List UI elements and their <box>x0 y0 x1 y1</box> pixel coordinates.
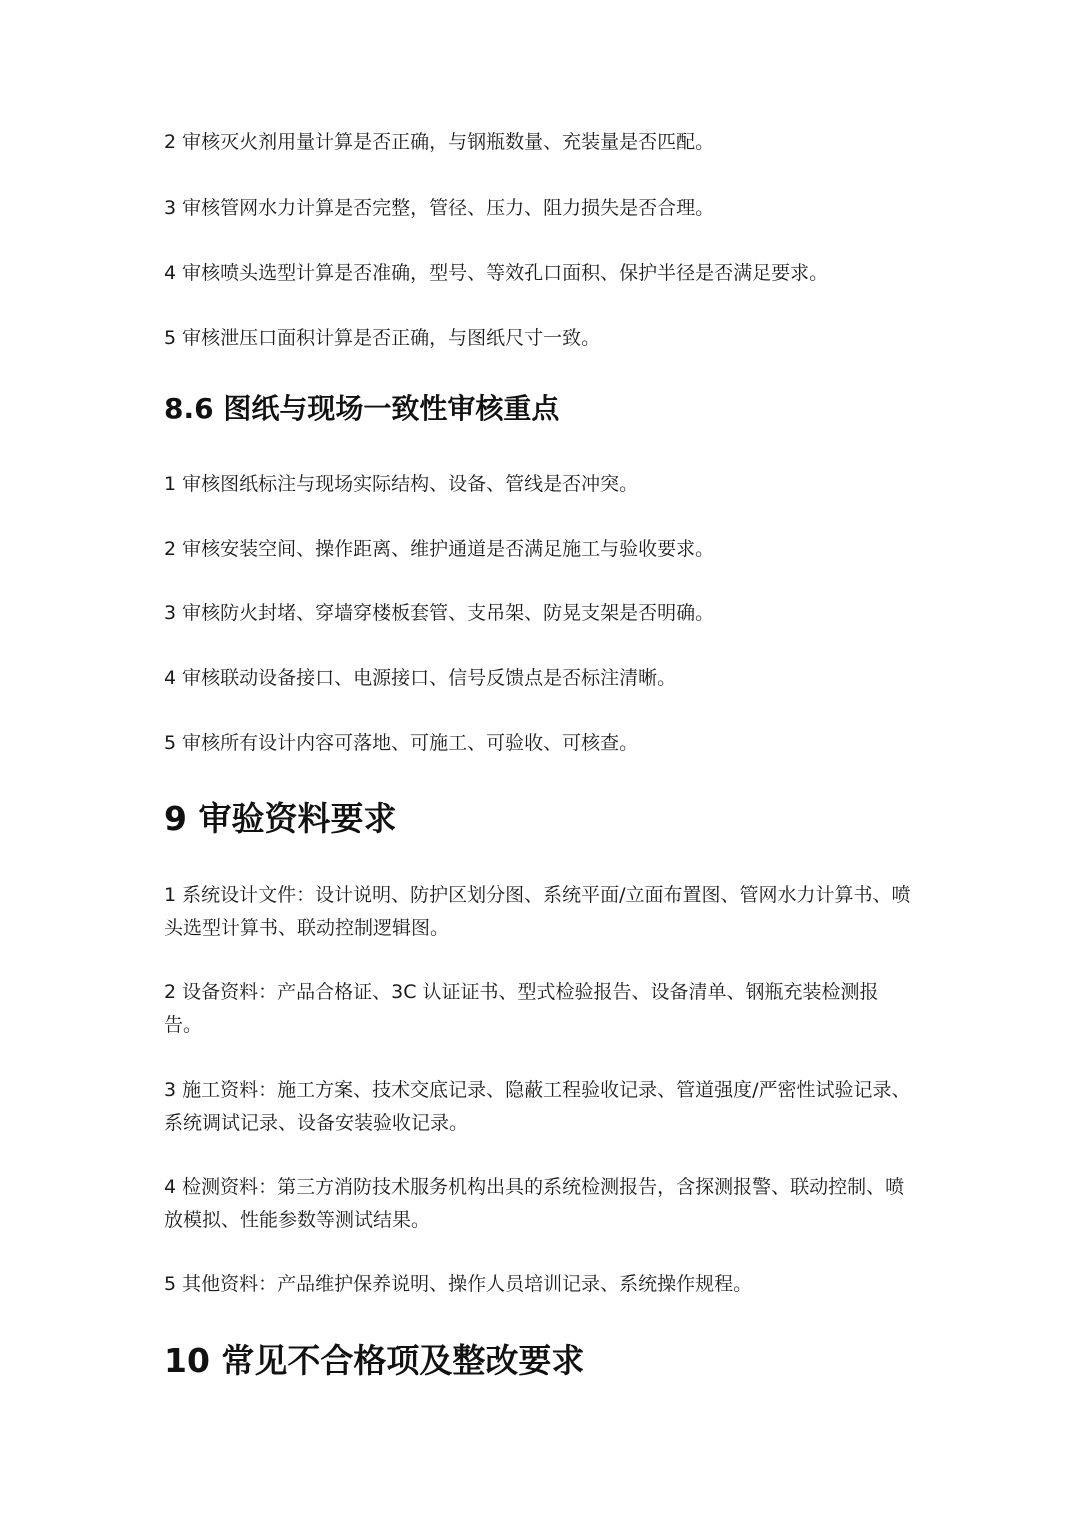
paragraph-8-6-item-3: 3 审核防火封堵、穿墙穿楼板套管、支吊架、防晃支架是否明确。 <box>164 602 715 624</box>
paragraph-8-6-item-2: 2 审核安装空间、操作距离、维护通道是否满足施工与验收要求。 <box>164 538 715 560</box>
paragraph-8-5-item-5: 5 审核泄压口面积计算是否正确，与图纸尺寸一致。 <box>164 327 601 349</box>
paragraph-9-item-4: 4 检测资料：第三方消防技术服务机构出具的系统检测报告，含探测报警、联动控制、喷放模拟、性能参数等测试结果。 <box>164 1176 905 1231</box>
paragraph-8-6-item-4: 4 审核联动设备接口、电源接口、信号反馈点是否标注清晰。 <box>164 667 677 689</box>
paragraph-8-5-item-3: 3 审核管网水力计算是否完整，管径、压力、阻力损失是否合理。 <box>164 197 715 219</box>
paragraph-9-item-2: 2 设备资料：产品合格证、3C 认证证书、型式检验报告、设备清单、钢瓶充装检测报告。 <box>164 981 879 1036</box>
paragraph-8-6-item-5: 5 审核所有设计内容可落地、可施工、可验收、可核查。 <box>164 732 639 754</box>
paragraph-8-6-item-1: 1 审核图纸标注与现场实际结构、设备、管线是否冲突。 <box>164 473 639 495</box>
section-heading-9: 9 审验资料要求 <box>164 799 397 838</box>
paragraph-8-5-item-4: 4 审核喷头选型计算是否准确，型号、等效孔口面积、保护半径是否满足要求。 <box>164 262 829 284</box>
section-heading-8-6: 8.6 图纸与现场一致性审核重点 <box>164 392 560 425</box>
paragraph-8-5-item-2: 2 审核灭火剂用量计算是否正确，与钢瓶数量、充装量是否匹配。 <box>164 131 715 153</box>
section-heading-10: 10 常见不合格项及整改要求 <box>164 1341 585 1380</box>
paragraph-9-item-1: 1 系统设计文件：设计说明、防护区划分图、系统平面/立面布置图、管网水力计算书、喷头选型计算书、联动控制逻辑图。 <box>164 884 911 939</box>
paragraph-9-item-3: 3 施工资料：施工方案、技术交底记录、隐蔽工程验收记录、管道强度/严密性试验记录、系统调试记录、设备安装验收记录。 <box>164 1079 911 1134</box>
paragraph-9-item-5: 5 其他资料：产品维护保养说明、操作人员培训记录、系统操作规程。 <box>164 1273 753 1295</box>
